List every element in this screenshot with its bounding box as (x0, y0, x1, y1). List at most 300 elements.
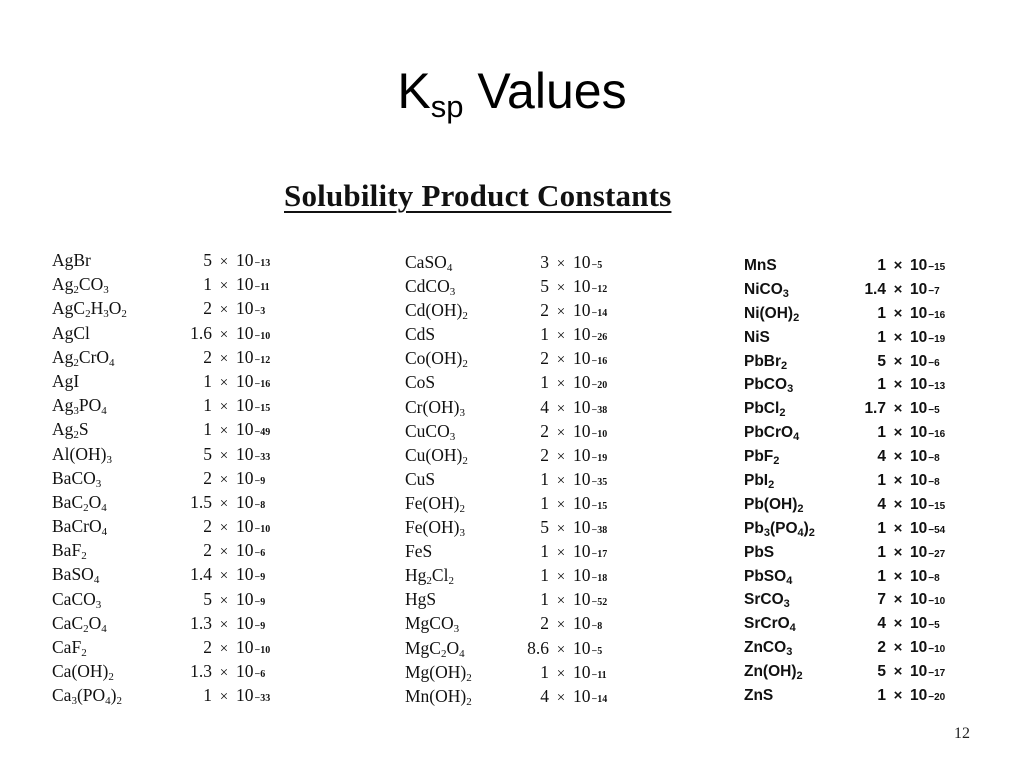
formula-subscript: 2 (768, 479, 775, 492)
ksp-exponent: −5 (928, 620, 940, 632)
ksp-column-3 (744, 254, 979, 708)
formula-part: BaCO (52, 467, 96, 488)
formula-subscript: 2 (73, 356, 79, 369)
ksp-row (744, 421, 979, 445)
power-base: 10 (910, 400, 928, 418)
formula-part: CO (78, 274, 104, 295)
ksp-exponent: −9 (254, 620, 266, 632)
ksp-coefficient: 2 (540, 300, 549, 321)
power-base: 10 (910, 448, 928, 466)
power-base: 10 (910, 472, 928, 490)
times-symbol: × (219, 592, 229, 609)
compound-formula (405, 467, 517, 491)
formula-subscript: 2 (779, 407, 786, 420)
ksp-row (744, 588, 979, 612)
power-base: 10 (910, 615, 928, 633)
formula-part: Al(OH) (52, 443, 107, 464)
ksp-exponent: −5 (928, 405, 940, 417)
formula-part: Ag (52, 395, 74, 416)
compound-formula (405, 370, 517, 394)
times-symbol: × (556, 545, 566, 562)
formula-subscript: 4 (93, 574, 100, 587)
times-symbol: × (219, 326, 229, 343)
ksp-exponent: −52 (591, 597, 608, 609)
formula-subscript: 3 (786, 646, 793, 659)
times-symbol: × (219, 254, 229, 270)
formula-subscript: 2 (796, 670, 803, 683)
times-symbol: × (893, 615, 903, 633)
formula-subscript: 4 (459, 647, 465, 660)
compound-formula (744, 684, 854, 708)
ksp-coefficient: 5 (877, 663, 886, 681)
ksp-exponent: −8 (928, 477, 940, 489)
times-symbol: × (219, 665, 229, 682)
formula-subscript: 4 (446, 262, 453, 274)
formula-subscript: 3 (103, 308, 109, 321)
ksp-coefficient: 4 (540, 396, 549, 417)
times-symbol: × (893, 495, 903, 513)
page-number: 12 (954, 725, 970, 742)
formula-part: PbF (744, 448, 774, 466)
power-base: 10 (573, 276, 591, 297)
formula-part: MnS (744, 257, 777, 274)
formula-subscript: 4 (109, 356, 115, 369)
ksp-row (405, 346, 635, 370)
formula-subscript: 4 (105, 695, 111, 708)
formula-subscript: 2 (466, 695, 472, 708)
formula-part: BaCrO (52, 516, 102, 537)
ksp-exponent: −33 (254, 693, 271, 705)
ksp-row (405, 322, 635, 346)
times-symbol: × (219, 568, 229, 585)
ksp-coefficient: 1 (540, 468, 549, 489)
ksp-coefficient: 5 (540, 276, 549, 297)
ksp-exponent: −7 (928, 285, 940, 297)
formula-part: CrO (78, 346, 110, 367)
power-base: 10 (236, 419, 254, 440)
ksp-column-2 (405, 250, 635, 708)
formula-part: NiS (744, 328, 770, 346)
formula-subscript: 2 (462, 310, 468, 323)
ksp-row (52, 611, 302, 635)
ksp-coefficient: 1 (877, 328, 886, 346)
formula-part: Co(OH) (405, 348, 463, 369)
power-base: 10 (236, 443, 254, 464)
times-symbol: × (556, 256, 566, 272)
ksp-row (744, 469, 979, 493)
ksp-coefficient: 3 (540, 252, 549, 272)
ksp-exponent: −10 (254, 524, 271, 536)
power-base: 10 (236, 346, 254, 367)
ksp-coefficient: 1 (877, 543, 886, 561)
ksp-exponent: −11 (591, 669, 607, 681)
ksp-exponent: −14 (591, 308, 608, 320)
formula-subscript: 2 (459, 502, 465, 515)
formula-part: O (446, 637, 460, 658)
title-subscript-sp: sp (430, 89, 464, 124)
ksp-coefficient: 2 (203, 346, 212, 367)
times-symbol: × (893, 519, 903, 537)
power-base: 10 (910, 567, 928, 585)
formula-part: Fe(OH) (405, 492, 460, 513)
power-base: 10 (910, 376, 928, 394)
power-base: 10 (236, 322, 254, 343)
formula-part: AgBr (52, 250, 91, 270)
ksp-coefficient: 1 (540, 661, 549, 682)
formula-part: PbBr (744, 352, 782, 370)
compound-formula (744, 326, 854, 350)
ksp-row (744, 517, 979, 541)
ksp-exponent: −16 (591, 356, 608, 368)
formula-part: Zn(OH) (744, 663, 797, 681)
ksp-coefficient: 1 (877, 304, 886, 322)
ksp-row (405, 274, 635, 298)
formula-part: Mn(OH) (405, 685, 467, 706)
formula-part: Pb (744, 519, 764, 537)
ksp-row (744, 350, 979, 374)
formula-part: AgCl (52, 322, 90, 343)
compound-formula (744, 541, 854, 565)
ksp-exponent: −16 (254, 378, 271, 390)
power-base: 10 (573, 420, 591, 441)
power-base: 10 (573, 541, 591, 562)
power-base: 10 (573, 492, 591, 513)
ksp-value (854, 302, 945, 328)
ksp-value (854, 421, 945, 447)
ksp-value (854, 278, 940, 304)
formula-part: S (78, 419, 89, 440)
formula-part: PbI (744, 472, 769, 490)
formula-subscript: 4 (101, 526, 108, 539)
ksp-coefficient: 1 (877, 472, 886, 490)
ksp-coefficient: 4 (540, 685, 549, 706)
formula-part: Ag (52, 346, 74, 367)
ksp-row (52, 562, 302, 586)
ksp-exponent: −19 (591, 452, 608, 464)
ksp-exponent: −13 (928, 381, 946, 393)
times-symbol: × (219, 302, 229, 319)
formula-part: PO (78, 395, 102, 416)
formula-subscript: 2 (793, 311, 800, 324)
times-symbol: × (219, 641, 229, 657)
ksp-exponent: −15 (591, 500, 608, 512)
ksp-exponent: −14 (591, 693, 608, 705)
ksp-coefficient: 1.7 (864, 400, 886, 418)
power-base: 10 (573, 685, 591, 706)
ksp-row (52, 538, 302, 562)
ksp-exponent: −12 (591, 284, 608, 296)
ksp-exponent: −5 (591, 645, 603, 657)
power-base: 10 (236, 564, 254, 585)
times-symbol: × (556, 448, 566, 465)
power-base: 10 (573, 348, 591, 369)
ksp-row (744, 278, 979, 302)
ksp-coefficient: 1 (877, 687, 886, 705)
formula-subscript: 3 (453, 623, 460, 636)
power-base: 10 (236, 588, 254, 609)
ksp-coefficient: 5 (540, 517, 549, 538)
ksp-exponent: −16 (928, 429, 946, 441)
ksp-exponent: −15 (928, 500, 946, 512)
compound-formula (52, 321, 180, 345)
formula-subscript: 3 (95, 598, 102, 611)
formula-subscript: 3 (73, 405, 79, 418)
ksp-value (854, 350, 940, 376)
times-symbol: × (219, 616, 229, 633)
power-base: 10 (910, 328, 928, 346)
formula-part: CaF (52, 637, 82, 657)
power-base: 10 (573, 468, 591, 489)
ksp-coefficient: 1 (540, 589, 549, 610)
ksp-value (854, 469, 940, 495)
power-base: 10 (573, 661, 591, 682)
times-symbol: × (556, 304, 566, 321)
ksp-value (854, 684, 945, 710)
formula-subscript: 2 (448, 575, 454, 588)
formula-part: MgC (405, 637, 441, 658)
ksp-exponent: −13 (254, 258, 271, 269)
ksp-row (405, 636, 635, 660)
formula-part: BaC (52, 491, 84, 512)
ksp-row (405, 250, 635, 274)
ksp-exponent: −8 (254, 499, 266, 511)
ksp-exponent: −38 (591, 525, 608, 537)
ksp-coefficient: 4 (877, 495, 886, 513)
ksp-exponent: −9 (254, 596, 266, 608)
ksp-coefficient: 2 (203, 298, 212, 319)
times-symbol: × (556, 424, 566, 441)
ksp-coefficient: 1 (203, 395, 212, 416)
formula-subscript: 2 (773, 455, 780, 468)
power-base: 10 (236, 274, 254, 295)
ksp-column-1 (52, 248, 302, 708)
ksp-coefficient: 8.6 (527, 637, 549, 658)
power-base: 10 (573, 637, 591, 658)
ksp-coefficient: 1 (877, 567, 886, 585)
ksp-value (854, 397, 940, 423)
formula-part: O (88, 491, 102, 512)
times-symbol: × (219, 495, 229, 512)
times-symbol: × (893, 448, 903, 466)
formula-subscript: 2 (81, 550, 87, 563)
formula-part: Mg(OH) (405, 661, 467, 682)
formula-part: Cd(OH) (405, 300, 463, 321)
times-symbol: × (893, 687, 903, 705)
title-values: Values (477, 63, 627, 119)
ksp-exponent: −20 (591, 380, 608, 392)
formula-part: CdCO (405, 276, 450, 297)
formula-part: AgI (52, 370, 80, 391)
times-symbol: × (556, 280, 566, 297)
formula-part: FeS (405, 541, 433, 562)
ksp-coefficient: 1 (877, 424, 886, 442)
formula-subscript: 2 (83, 622, 89, 635)
ksp-exponent: −6 (928, 357, 940, 369)
formula-subscript: 2 (781, 359, 788, 372)
ksp-row (405, 587, 635, 611)
ksp-coefficient: 2 (540, 444, 549, 465)
ksp-coefficient: 1 (540, 492, 549, 513)
ksp-value (854, 373, 945, 399)
formula-part: CaC (52, 612, 84, 633)
formula-part: CaCO (52, 588, 96, 609)
ksp-row (405, 660, 635, 684)
ksp-row (405, 443, 635, 467)
ksp-coefficient: 5 (203, 250, 212, 270)
formula-part: Ca(OH) (52, 661, 109, 682)
times-symbol: × (893, 352, 903, 370)
formula-part: PbSO (744, 567, 787, 585)
compound-formula (405, 684, 517, 714)
formula-part: (PO (769, 519, 798, 537)
ksp-row (52, 490, 302, 514)
power-base: 10 (573, 613, 591, 634)
ksp-coefficient: 2 (203, 540, 212, 561)
formula-part: MgCO (405, 613, 454, 634)
ksp-coefficient: 1.3 (190, 612, 212, 633)
times-symbol: × (556, 352, 566, 369)
times-symbol: × (219, 689, 229, 706)
ksp-row (744, 493, 979, 517)
ksp-row (52, 635, 302, 659)
ksp-exponent: −11 (254, 282, 270, 294)
times-symbol: × (556, 400, 566, 417)
formula-subscript: 3 (763, 526, 770, 539)
ksp-exponent: −10 (591, 428, 608, 440)
formula-part: Ni(OH) (744, 304, 794, 322)
formula-part: AgC (52, 298, 86, 319)
ksp-value (517, 684, 607, 712)
ksp-row (405, 515, 635, 539)
ksp-row (744, 636, 979, 660)
ksp-value (854, 493, 945, 519)
formula-subscript: 3 (95, 477, 102, 490)
power-base: 10 (236, 491, 254, 512)
ksp-value (854, 541, 945, 567)
formula-part: Ag (52, 419, 74, 440)
ksp-value (854, 445, 940, 471)
times-symbol: × (893, 591, 903, 609)
ksp-coefficient: 5 (203, 588, 212, 609)
compound-formula (405, 322, 517, 346)
ksp-coefficient: 5 (877, 352, 886, 370)
power-base: 10 (236, 540, 254, 561)
times-symbol: × (219, 374, 229, 391)
ksp-coefficient: 1.5 (190, 491, 212, 512)
formula-part: Pb(OH) (744, 495, 798, 513)
formula-subscript: 2 (808, 526, 815, 539)
ksp-row (405, 467, 635, 491)
formula-subscript: 3 (787, 383, 794, 396)
times-symbol: × (219, 520, 229, 537)
ksp-row (52, 417, 302, 441)
formula-subscript: 4 (101, 622, 107, 635)
power-base: 10 (910, 663, 928, 681)
formula-subscript: 2 (85, 308, 91, 321)
times-symbol: × (893, 304, 903, 322)
ksp-exponent: −10 (928, 644, 946, 656)
power-base: 10 (236, 637, 254, 657)
formula-subscript: 2 (797, 502, 804, 515)
formula-subscript: 3 (71, 695, 77, 708)
formula-part: ) (110, 685, 117, 706)
ksp-exponent: −8 (928, 572, 940, 584)
formula-part: PbCl (744, 400, 780, 418)
ksp-coefficient: 4 (877, 448, 886, 466)
ksp-coefficient: 1 (203, 685, 212, 706)
ksp-exponent: −17 (591, 549, 608, 561)
ksp-row (744, 397, 979, 421)
power-base: 10 (236, 250, 254, 270)
ksp-row (744, 445, 979, 469)
formula-part: CuS (405, 468, 436, 489)
formula-part: Hg (405, 565, 427, 586)
ksp-row (744, 541, 979, 565)
times-symbol: × (219, 471, 229, 488)
formula-subscript: 4 (793, 431, 800, 444)
formula-subscript: 2 (83, 501, 89, 514)
formula-subscript: 2 (73, 429, 79, 442)
formula-subscript: 2 (81, 647, 87, 659)
compound-formula (405, 539, 517, 563)
formula-subscript: 3 (782, 287, 789, 300)
ksp-exponent: −8 (591, 621, 603, 633)
formula-subscript: 3 (783, 598, 790, 611)
ksp-row (405, 684, 635, 708)
times-symbol: × (893, 280, 903, 298)
ksp-row (52, 466, 302, 490)
compound-formula (52, 683, 180, 713)
ksp-row (405, 298, 635, 322)
ksp-exponent: −54 (928, 524, 946, 536)
ksp-row (52, 442, 302, 466)
ksp-exponent: −8 (928, 453, 940, 465)
times-symbol: × (556, 617, 566, 634)
compound-formula (52, 248, 180, 272)
formula-part: HgS (405, 589, 437, 610)
formula-part: BaF (52, 540, 82, 561)
power-base: 10 (573, 372, 591, 393)
ksp-coefficient: 1 (877, 519, 886, 537)
ksp-row (52, 272, 302, 296)
formula-part: SrCO (744, 591, 784, 609)
formula-subscript: 3 (103, 284, 109, 297)
times-symbol: × (893, 472, 903, 490)
times-symbol: × (219, 278, 229, 295)
formula-part: H (90, 298, 104, 319)
ksp-exponent: −38 (591, 404, 608, 416)
times-symbol: × (556, 328, 566, 345)
table-heading: Solubility Product Constants (284, 178, 672, 213)
ksp-exponent: −10 (928, 596, 946, 608)
formula-part: Cr(OH) (405, 396, 460, 417)
formula-subscript: 2 (440, 647, 447, 660)
ksp-row (405, 395, 635, 419)
ksp-row (405, 539, 635, 563)
formula-part: Ag (52, 274, 74, 295)
times-symbol: × (219, 544, 229, 561)
ksp-exponent: −9 (254, 572, 266, 584)
compound-formula (52, 369, 180, 393)
times-symbol: × (219, 423, 229, 440)
ksp-coefficient: 2 (203, 516, 212, 537)
ksp-exponent: −9 (254, 475, 266, 487)
ksp-exponent: −27 (928, 548, 946, 560)
times-symbol: × (893, 400, 903, 418)
power-base: 10 (236, 612, 254, 633)
formula-part: ) (803, 519, 809, 537)
power-base: 10 (910, 424, 928, 442)
